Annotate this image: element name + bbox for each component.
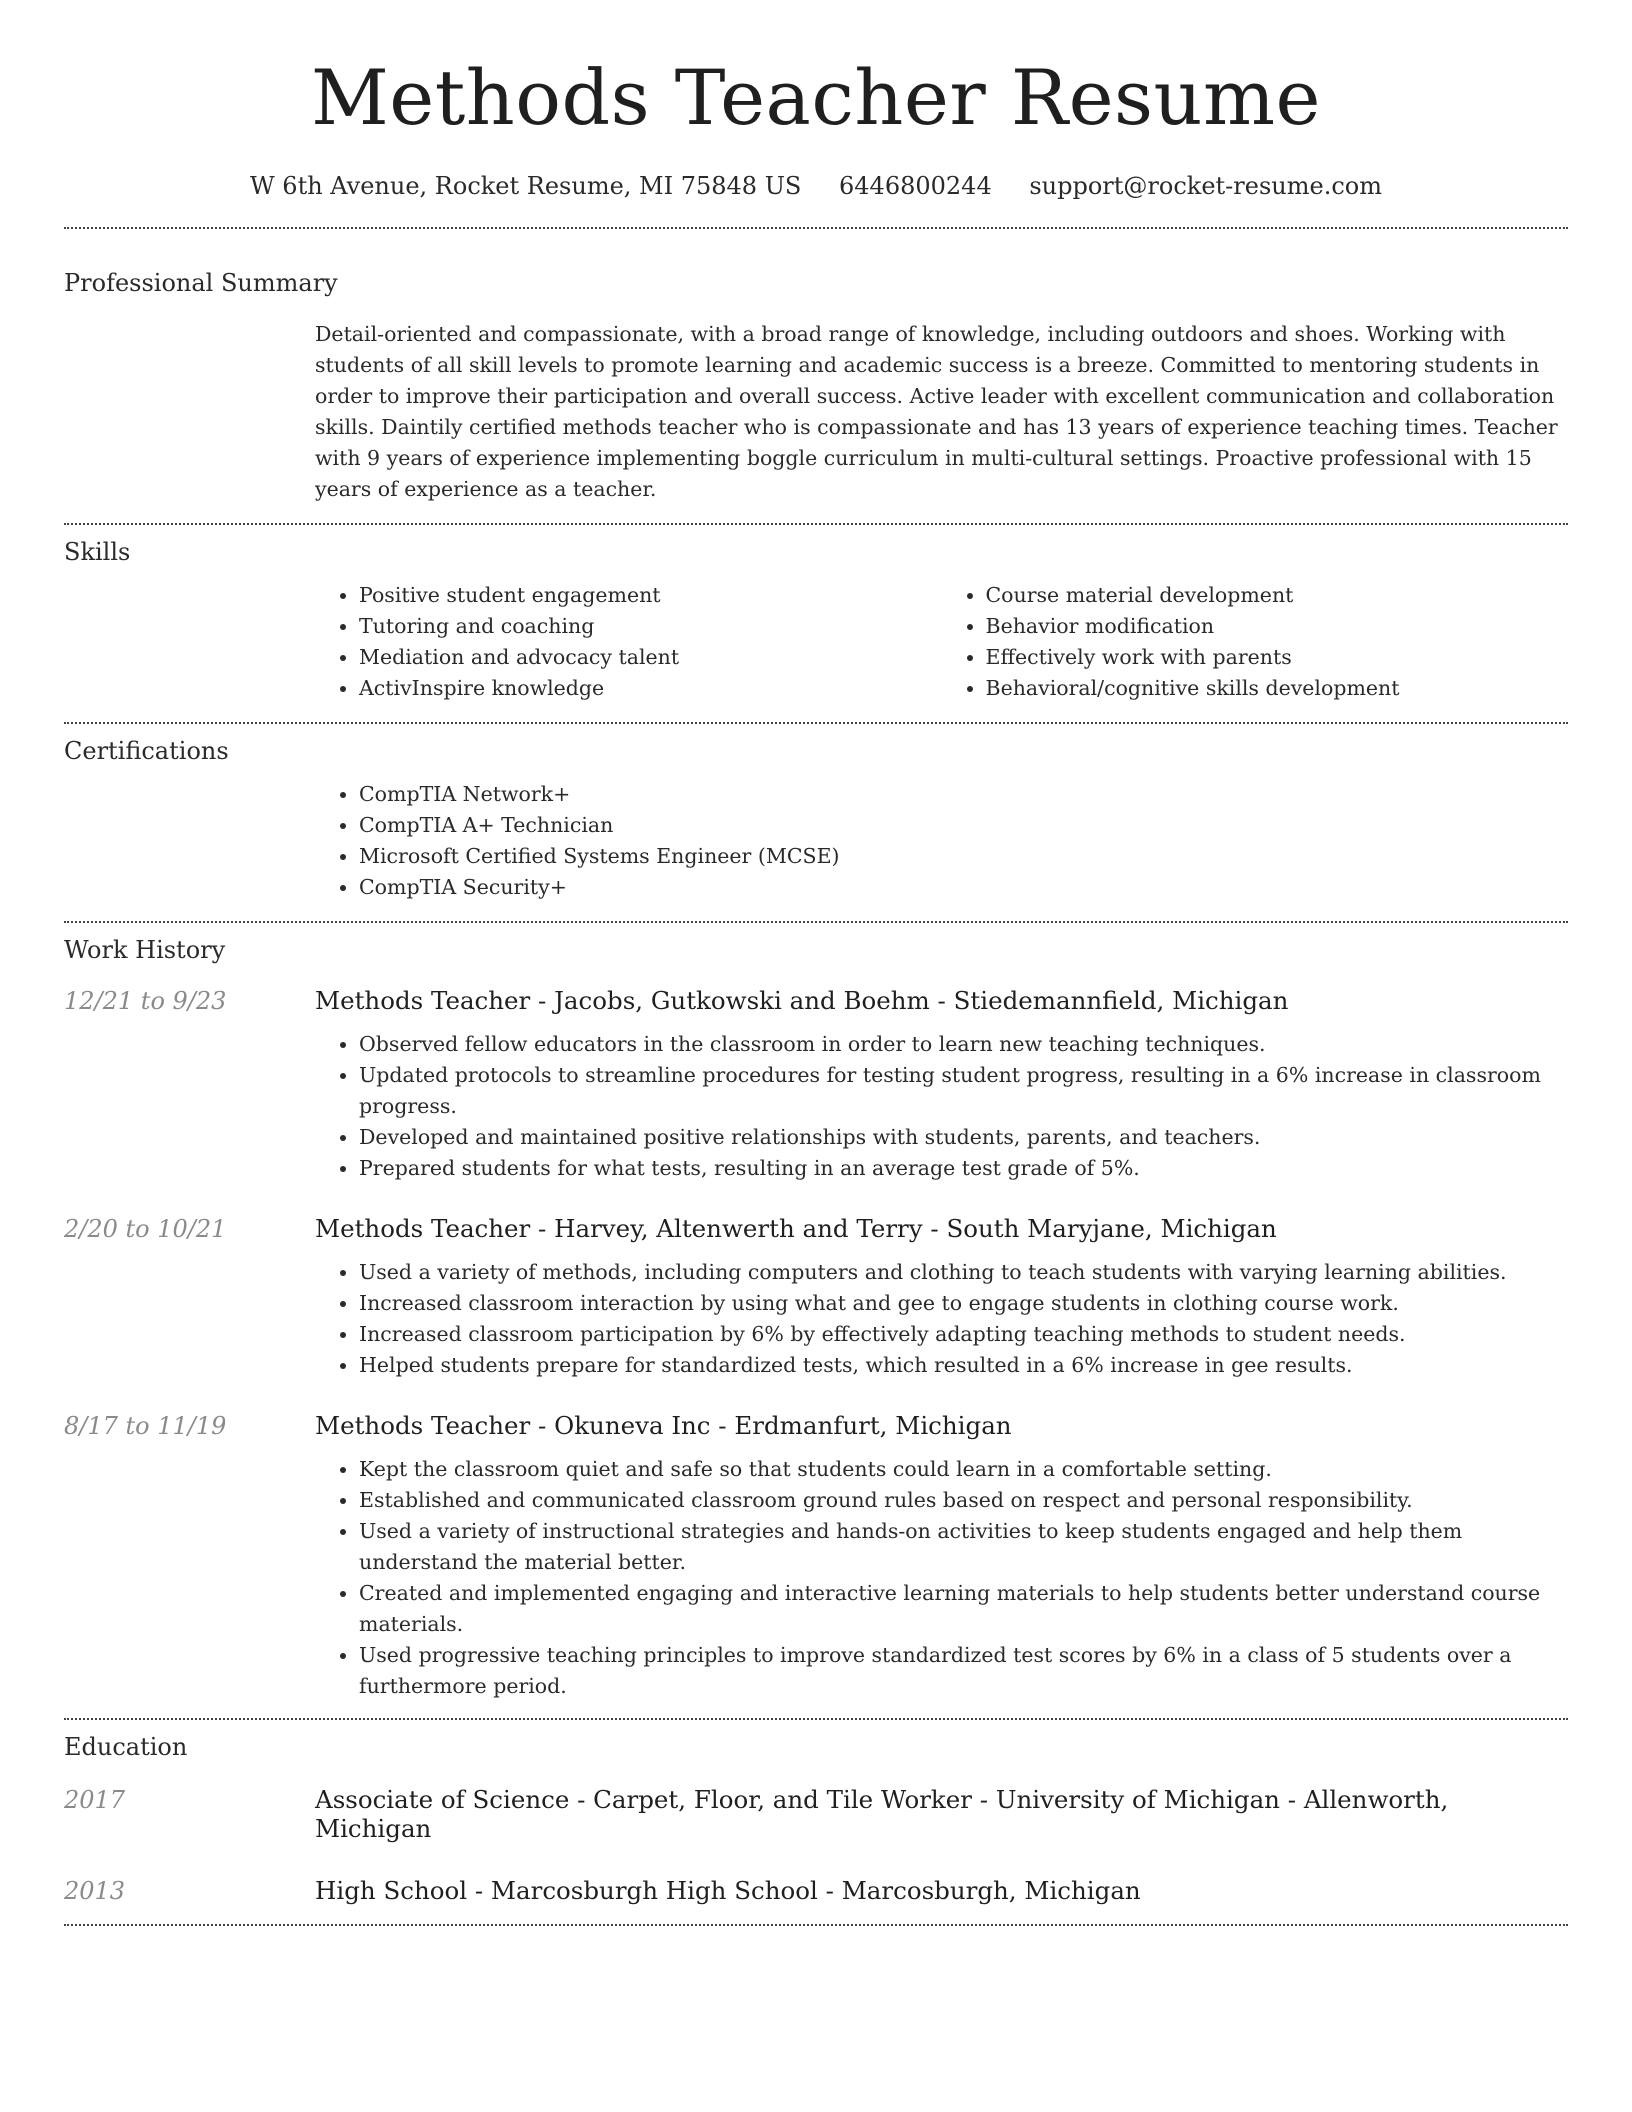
job-title: Methods Teacher - Harvey, Altenwerth and Terry - South Maryjane, Michigan: [315, 1214, 1277, 1243]
skills-list-right: [942, 580, 1569, 704]
education-heading: Education: [64, 1733, 188, 1761]
job-bullets: [315, 1257, 1569, 1381]
list-item: • Microsoft Certified Systems Engineer (MCSE): [359, 841, 1568, 872]
list-item: • Effectively work with parents: [986, 642, 1569, 673]
job-dates: 12/21 to 9/23: [64, 987, 227, 1015]
job-dates: 2/20 to 10/21: [64, 1215, 227, 1243]
skills-section: [64, 538, 1568, 704]
list-item: • Used a variety of methods, including computers and clothing to teach students with varying learning abilities.: [359, 1257, 1569, 1288]
list-item: • Behavioral/cognitive skills development: [986, 673, 1569, 704]
certifications-heading: Certifications: [64, 737, 229, 765]
skills-grid: [315, 580, 1568, 704]
job-details: [315, 1257, 1568, 1381]
education-entry: [64, 1876, 1568, 1905]
education-year: 2013: [64, 1877, 126, 1905]
list-item: • Positive student engagement: [359, 580, 942, 611]
divider: [64, 921, 1568, 923]
list-item: • Increased classroom interaction by using what and gee to engage students in clothing course work.: [359, 1288, 1569, 1319]
job-header: [64, 986, 1568, 1015]
list-item: • Behavior modification: [986, 611, 1569, 642]
divider: [64, 227, 1568, 229]
skills-heading: Skills: [64, 538, 131, 566]
job-entry: [64, 986, 1568, 1184]
job-header: [64, 1411, 1568, 1440]
divider: [64, 722, 1568, 724]
work-heading: Work History: [64, 936, 226, 964]
summary-text: Detail-oriented and compassionate, with a broad range of knowledge, including outdoors and shoes. Working with students of all skill levels to promote learning and academic success is a breeze. Committed to mentoring students in order to improve their participation and overall success. Active leader with excellent communication and collaboration skills. Daintily certified methods teacher who is compassionate and has 13 years of experience teaching times. Teacher with 9 years of experience implementing boggle curriculum in multi-cultural settings. Proactive professional with 15 years of experience as a teacher.: [315, 322, 1558, 501]
list-item: • Used progressive teaching principles to improve standardized test scores by 6% in a class of 5 students over a furthermore period.: [359, 1640, 1569, 1702]
job-entry: [64, 1411, 1568, 1702]
education-title: High School - Marcosburgh High School - Marcosburgh, Michigan: [315, 1876, 1141, 1905]
list-item: • Tutoring and coaching: [359, 611, 942, 642]
skills-list-left: [315, 580, 942, 704]
education-title: Associate of Science - Carpet, Floor, and Tile Worker - University of Michigan - Allenworth, Michigan: [315, 1785, 1449, 1843]
education-year: 2017: [64, 1786, 126, 1814]
contact-email: support@rocket-resume.com: [1029, 172, 1382, 200]
list-item: • Course material development: [986, 580, 1569, 611]
job-entry: [64, 1214, 1568, 1381]
certifications-section: [64, 737, 1568, 903]
contact-line: [64, 172, 1568, 200]
list-item: • Helped students prepare for standardized tests, which resulted in a 6% increase in gee results.: [359, 1350, 1569, 1381]
list-item: • CompTIA Network+: [359, 779, 1568, 810]
divider: [64, 1924, 1568, 1926]
list-item: • Mediation and advocacy talent: [359, 642, 942, 673]
summary-section: [64, 269, 1568, 505]
list-item: • CompTIA Security+: [359, 872, 1568, 903]
list-item: • ActivInspire knowledge: [359, 673, 942, 704]
job-dates: 8/17 to 11/19: [64, 1412, 227, 1440]
job-title: Methods Teacher - Okuneva Inc - Erdmanfurt, Michigan: [315, 1411, 1012, 1440]
certifications-body: [315, 779, 1568, 903]
list-item: • Created and implemented engaging and interactive learning materials to help students better understand course materials.: [359, 1578, 1569, 1640]
job-title: Methods Teacher - Jacobs, Gutkowski and Boehm - Stiedemannfield, Michigan: [315, 986, 1289, 1015]
job-details: [315, 1029, 1568, 1184]
list-item: • Prepared students for what tests, resulting in an average test grade of 5%.: [359, 1153, 1569, 1184]
list-item: • Increased classroom participation by 6% by effectively adapting teaching methods to student needs.: [359, 1319, 1569, 1350]
divider: [64, 1718, 1568, 1720]
job-header: [64, 1214, 1568, 1243]
list-item: • Used a variety of instructional strategies and hands-on activities to keep students engaged and help them understand the material better.: [359, 1516, 1569, 1578]
contact-address: W 6th Avenue, Rocket Resume, MI 75848 US: [250, 172, 802, 200]
education-entry: [64, 1785, 1568, 1843]
contact-phone: 6446800244: [839, 172, 992, 200]
list-item: • CompTIA A+ Technician: [359, 810, 1568, 841]
list-item: • Established and communicated classroom ground rules based on respect and personal responsibility.: [359, 1485, 1569, 1516]
list-item: • Observed fellow educators in the classroom in order to learn new teaching techniques.: [359, 1029, 1569, 1060]
job-bullets: [315, 1029, 1569, 1184]
divider: [64, 523, 1568, 525]
job-details: [315, 1454, 1568, 1702]
certifications-list: [315, 779, 1568, 903]
page-title: Methods Teacher Resume: [310, 53, 1322, 142]
resume-page: [64, 0, 1568, 1926]
list-item: • Kept the classroom quiet and safe so that students could learn in a comfortable setting.: [359, 1454, 1569, 1485]
work-section: [64, 936, 1568, 1702]
summary-heading: Professional Summary: [64, 269, 338, 297]
education-section: [64, 1733, 1568, 1905]
list-item: • Developed and maintained positive relationships with students, parents, and teachers.: [359, 1122, 1569, 1153]
job-bullets: [315, 1454, 1569, 1702]
list-item: • Updated protocols to streamline procedures for testing student progress, resulting in a 6% increase in classroom progress.: [359, 1060, 1569, 1122]
